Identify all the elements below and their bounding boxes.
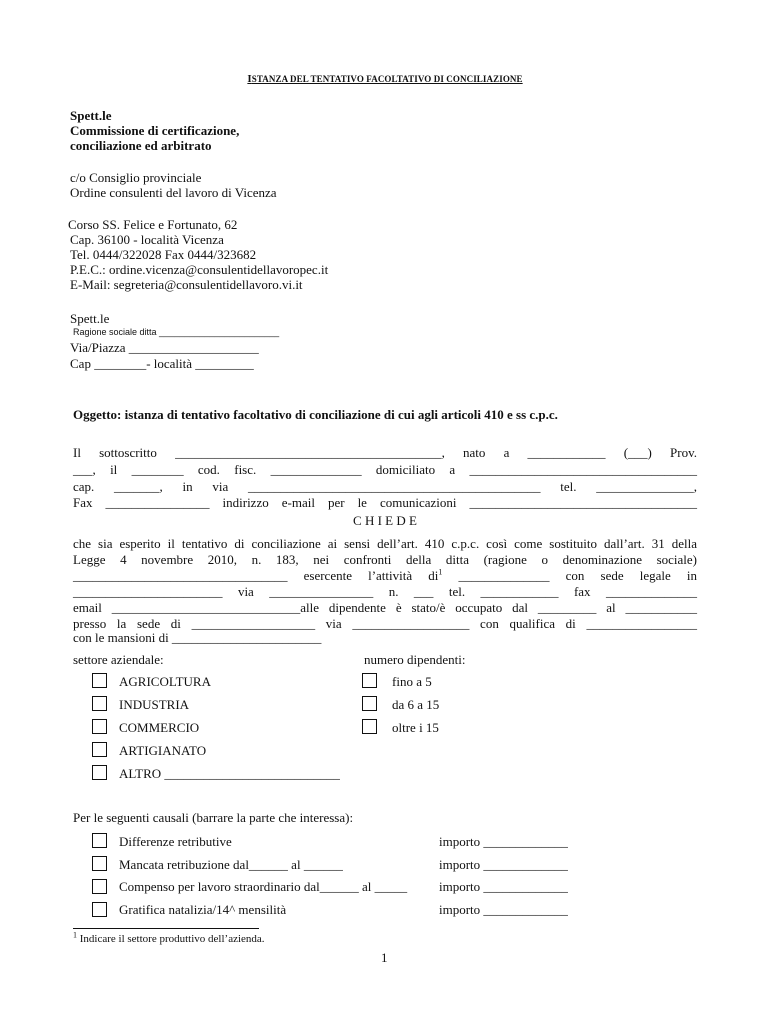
settore-checkbox[interactable] bbox=[92, 696, 107, 711]
settore-checkbox[interactable] bbox=[92, 765, 107, 780]
recipient-co1: c/o Consiglio provinciale bbox=[70, 170, 202, 185]
subject-line: Oggetto: istanza di tentativo facoltativo di conciliazione di cui agli articoli 410 e ss c.p.c. bbox=[73, 407, 558, 422]
causale-checkbox[interactable] bbox=[92, 902, 107, 917]
causale-label[interactable]: Compenso per lavoro straordinario dal______ al _____ bbox=[119, 879, 408, 894]
settore-label: settore aziendale: bbox=[73, 652, 164, 667]
page-title: ISTANZA DEL TENTATIVO FACOLTATIVO DI CONCILIAZIONE bbox=[247, 73, 523, 85]
mansioni-field[interactable]: con le mansioni di _______________________ bbox=[73, 630, 322, 645]
footnote: $^1$ Indicare il settore produttivo dell’azienda. bbox=[73, 930, 265, 945]
company-spett: Spett.le bbox=[70, 311, 110, 326]
causali-label: Per le seguenti causali (barrare la parte che interessa): bbox=[73, 810, 354, 825]
request-line[interactable]: email _____________________________alle dipendente è stato/è occupato dal _________ al ___________ bbox=[73, 600, 697, 615]
request-line[interactable]: presso la sede di ___________________ via __________________ con qualifica di _________________ bbox=[73, 616, 697, 631]
importo-field[interactable]: importo _____________ bbox=[439, 902, 568, 917]
request-line[interactable]: _________________________________ esercente l’attività $di^1$ ______________ con sede legale in bbox=[73, 567, 697, 583]
causale-checkbox[interactable] bbox=[92, 833, 107, 848]
footnote-divider bbox=[73, 928, 259, 929]
address-line: P.E.C.: ordine.vicenza@consulentidellavoropec.it bbox=[70, 262, 329, 277]
settore-checkbox[interactable] bbox=[92, 719, 107, 734]
chiede-heading: C H I E D E bbox=[353, 513, 417, 528]
dipendenti-option: da 6 a 15 bbox=[392, 697, 440, 712]
dipendenti-checkbox[interactable] bbox=[362, 696, 377, 711]
page-number: 1 bbox=[381, 950, 388, 965]
causale-label[interactable]: Mancata retribuzione dal______ al ______ bbox=[119, 857, 343, 872]
request-line[interactable]: _______________________ via ________________ n. ___ tel. ____________ fax ______________ bbox=[73, 584, 697, 599]
importo-field[interactable]: importo _____________ bbox=[439, 879, 568, 894]
company-ragione-field[interactable]: Ragione sociale ditta ________________________ bbox=[73, 327, 280, 337]
address-line: Tel. 0444/322028 Fax 0444/323682 bbox=[70, 247, 257, 262]
applicant-line[interactable]: ___, il ________ cod. fisc. ______________ domiciliato a ___________________________________ bbox=[73, 462, 697, 477]
dipendenti-checkbox[interactable] bbox=[362, 673, 377, 688]
settore-option: ARTIGIANATO bbox=[119, 743, 207, 758]
footnote-ref: 1 bbox=[438, 567, 443, 577]
dipendenti-label: numero dipendenti: bbox=[364, 652, 466, 667]
address-line: Corso SS. Felice e Fortunato, 62 bbox=[68, 217, 238, 232]
settore-checkbox[interactable] bbox=[92, 673, 107, 688]
causale-checkbox[interactable] bbox=[92, 879, 107, 894]
causale-checkbox[interactable] bbox=[92, 856, 107, 871]
dipendenti-checkbox[interactable] bbox=[362, 719, 377, 734]
causale-label: Differenze retributive bbox=[119, 834, 232, 849]
settore-option: AGRICOLTURA bbox=[119, 674, 211, 689]
applicant-line[interactable]: Il sottoscritto _________________________________________, nato a ____________ (___) Prov. bbox=[73, 445, 697, 460]
dipendenti-option: fino a 5 bbox=[392, 674, 432, 689]
settore-checkbox[interactable] bbox=[92, 742, 107, 757]
address-line: E-Mail: segreteria@consulentidellavoro.vi.it bbox=[70, 277, 303, 292]
recipient-spett: Spett.le bbox=[70, 108, 112, 123]
address-line: Cap. 36100 - località Vicenza bbox=[70, 232, 224, 247]
recipient-line1: Commissione di certificazione, bbox=[70, 123, 240, 138]
company-via-field[interactable]: Via/Piazza ____________________ bbox=[70, 340, 259, 355]
dipendenti-option: oltre i 15 bbox=[392, 720, 439, 735]
settore-option[interactable]: ALTRO ___________________________ bbox=[119, 766, 340, 781]
recipient-line2: conciliazione ed arbitrato bbox=[70, 138, 212, 153]
applicant-line[interactable]: Fax ________________ indirizzo e-mail per le comunicazioni ___________________________________ bbox=[73, 495, 697, 510]
settore-option: INDUSTRIA bbox=[119, 697, 190, 712]
importo-field[interactable]: importo _____________ bbox=[439, 834, 568, 849]
settore-option: COMMERCIO bbox=[119, 720, 200, 735]
request-line: che sia esperito il tentativo di conciliazione ai sensi dell’art. 410 c.p.c. così come sostituito dall’art. 31 della bbox=[73, 536, 697, 551]
importo-field[interactable]: importo _____________ bbox=[439, 857, 568, 872]
applicant-line[interactable]: cap. _______, in via _____________________________________________ tel. _______________, bbox=[73, 479, 697, 494]
request-line: Legge 4 novembre 2010, n. 183, nei confronti della ditta (ragione o denominazione sociale) bbox=[73, 552, 697, 567]
company-cap-field[interactable]: Cap ________- località _________ bbox=[70, 356, 254, 371]
recipient-co2: Ordine consulenti del lavoro di Vicenza bbox=[70, 185, 277, 200]
causale-label: Gratifica natalizia/14^ mensilità bbox=[119, 902, 287, 917]
